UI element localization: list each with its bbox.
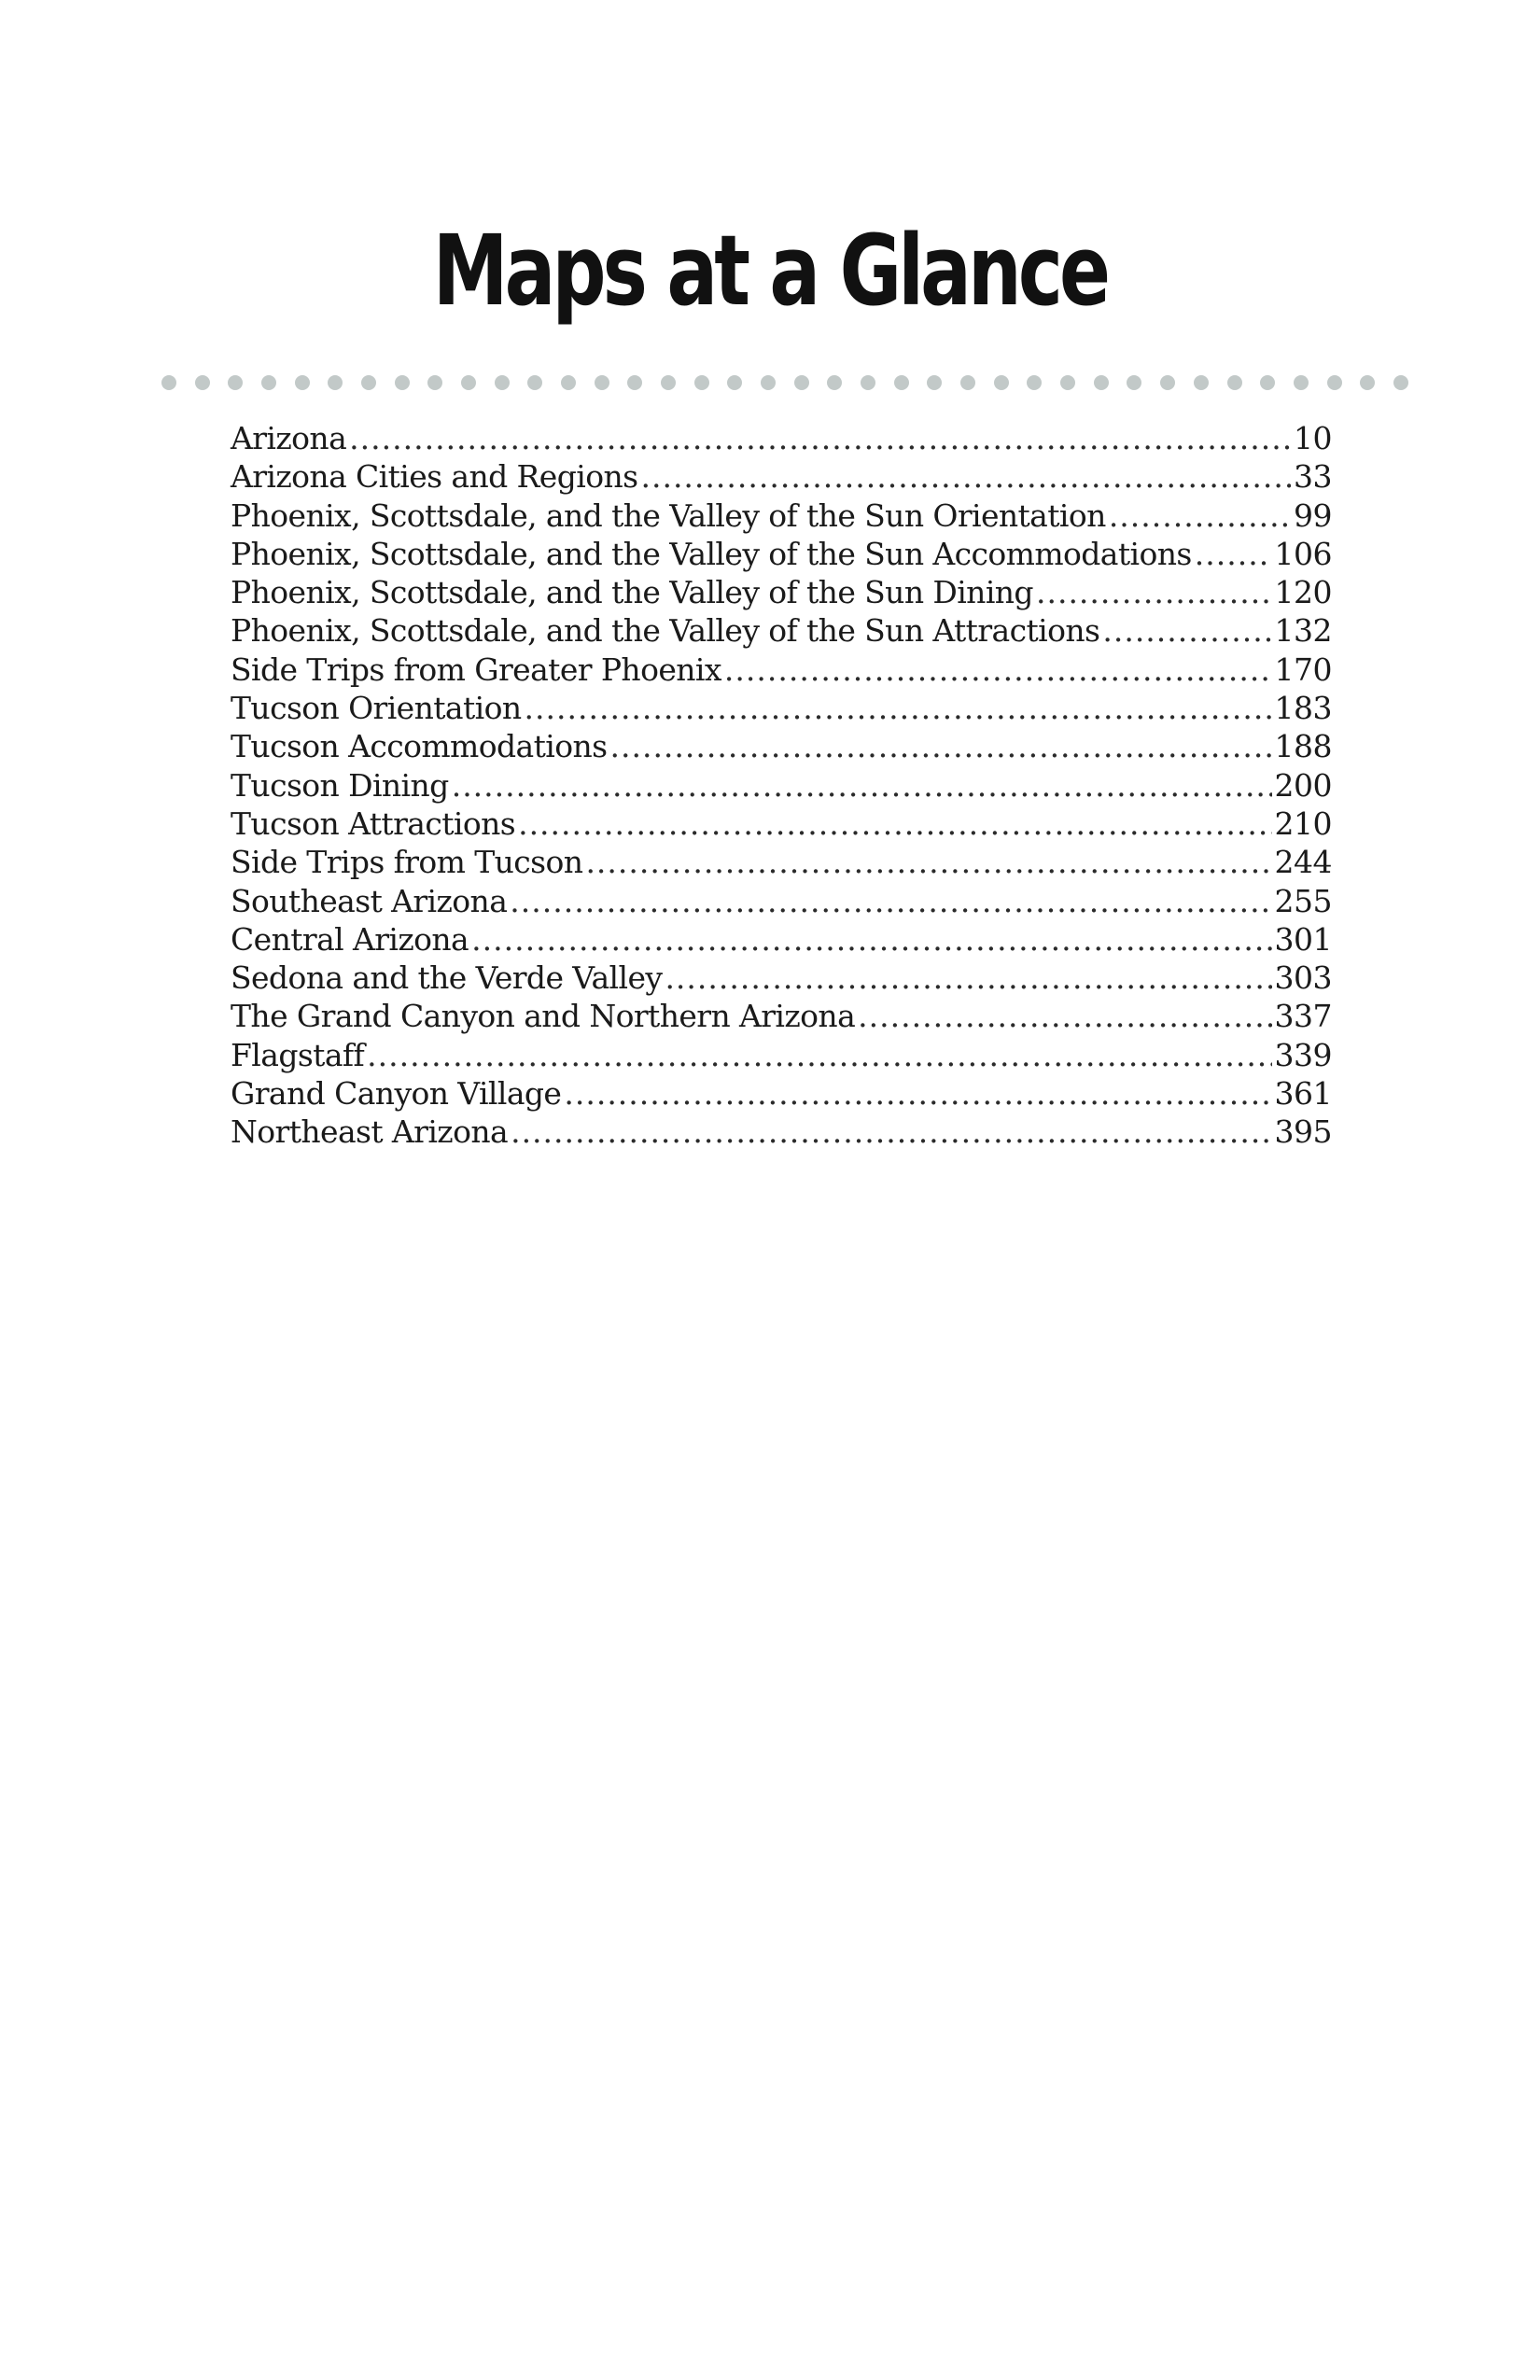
- divider-dot: [328, 375, 343, 390]
- toc-entry-title: Arizona Cities and Regions: [231, 458, 638, 496]
- divider-dot: [1094, 375, 1109, 390]
- toc-entry-page: 303: [1274, 959, 1332, 997]
- toc-entry[interactable]: [231, 611, 1332, 650]
- toc-entry-title: Phoenix, Scottsdale, and the Valley of the Sun Accommodations: [231, 535, 1192, 572]
- divider-dot: [894, 375, 909, 390]
- dotted-divider: [161, 374, 1408, 391]
- toc-entry-page: 132: [1274, 612, 1332, 650]
- toc-entry-page: 244: [1274, 844, 1332, 881]
- divider-dot: [261, 375, 276, 390]
- toc-entry-page: 361: [1274, 1075, 1332, 1113]
- toc-entry-page: 395: [1274, 1113, 1332, 1151]
- divider-dot: [994, 375, 1009, 390]
- divider-dot: [794, 375, 809, 390]
- toc-entry[interactable]: [231, 805, 1332, 843]
- divider-dot: [1027, 375, 1042, 390]
- toc-entry[interactable]: [231, 1074, 1332, 1113]
- toc-entry-page: 33: [1294, 458, 1332, 496]
- divider-dot: [761, 375, 776, 390]
- toc-entry-page: 210: [1274, 805, 1332, 842]
- divider-dot: [1260, 375, 1275, 390]
- toc-entry-page: 10: [1294, 420, 1332, 456]
- toc-entry[interactable]: [231, 727, 1332, 765]
- dot-leader: [452, 766, 1272, 805]
- divider-dot: [1393, 375, 1408, 390]
- toc-entry[interactable]: [231, 997, 1332, 1035]
- divider-dot: [1160, 375, 1175, 390]
- divider-dot: [561, 375, 576, 390]
- divider-dot: [694, 375, 709, 390]
- toc-entry[interactable]: [231, 1036, 1332, 1074]
- divider-dot: [1294, 375, 1309, 390]
- dot-leader: [1102, 611, 1271, 650]
- dot-leader: [518, 805, 1271, 843]
- toc-entry-title: Phoenix, Scottsdale, and the Valley of the Sun Attractions: [231, 612, 1100, 650]
- toc-entry-title: Arizona: [231, 420, 347, 456]
- dot-leader: [1036, 573, 1272, 611]
- divider-dot: [827, 375, 842, 390]
- toc-entry-page: 170: [1274, 651, 1332, 688]
- divider-dot: [527, 375, 542, 390]
- divider-dot: [727, 375, 742, 390]
- divider-dot: [661, 375, 676, 390]
- toc-entry-page: 337: [1274, 998, 1332, 1035]
- toc-entry-page: 301: [1274, 920, 1332, 958]
- toc-entry-page: 183: [1274, 690, 1332, 727]
- toc-entry[interactable]: [231, 497, 1332, 535]
- page-title: Maps at a Glance: [432, 214, 1108, 328]
- divider-dot: [361, 375, 376, 390]
- toc-entry-title: Phoenix, Scottsdale, and the Valley of the Sun Orientation: [231, 497, 1106, 534]
- dot-leader: [525, 689, 1272, 727]
- divider-dot: [195, 375, 210, 390]
- divider-dot: [960, 375, 975, 390]
- divider-dot: [861, 375, 875, 390]
- divider-dot: [427, 375, 442, 390]
- dot-leader: [510, 882, 1271, 920]
- toc-entry-title: Grand Canyon Village: [231, 1075, 562, 1113]
- toc-entry[interactable]: [231, 457, 1332, 496]
- divider-dot: [1227, 375, 1242, 390]
- toc-entry-page: 106: [1274, 535, 1332, 572]
- dot-leader: [349, 419, 1291, 457]
- toc-entry-page: 120: [1274, 574, 1332, 611]
- dot-leader: [511, 1113, 1271, 1151]
- toc-entry-title: Phoenix, Scottsdale, and the Valley of the Sun Dining: [231, 574, 1033, 611]
- toc-entry[interactable]: [231, 766, 1332, 805]
- dot-leader: [585, 843, 1271, 881]
- divider-dot: [1327, 375, 1342, 390]
- toc-entry[interactable]: [231, 920, 1332, 959]
- divider-dot: [1360, 375, 1375, 390]
- divider-dot: [461, 375, 476, 390]
- toc-entry[interactable]: [231, 573, 1332, 611]
- dot-leader: [665, 959, 1271, 997]
- divider-dot: [495, 375, 510, 390]
- toc-entry-title: Southeast Arizona: [231, 882, 508, 919]
- dot-leader: [471, 920, 1271, 959]
- toc-entry-page: 200: [1274, 766, 1332, 804]
- toc-entry-page: 99: [1294, 497, 1332, 534]
- toc-entry[interactable]: [231, 535, 1332, 573]
- toc-entry-title: Tucson Accommodations: [231, 728, 608, 765]
- divider-dot: [627, 375, 642, 390]
- toc-entry-title: Northeast Arizona: [231, 1113, 509, 1151]
- toc-entry-title: Central Arizona: [231, 920, 469, 958]
- toc-entry[interactable]: [231, 419, 1332, 457]
- dot-leader: [367, 1036, 1271, 1074]
- toc-entry-page: 188: [1274, 728, 1332, 765]
- toc-entry-page: 339: [1274, 1036, 1332, 1073]
- toc-entry-title: Side Trips from Greater Phoenix: [231, 651, 721, 688]
- toc-entry-title: Tucson Orientation: [231, 690, 522, 727]
- divider-dot: [395, 375, 410, 390]
- dot-leader: [724, 651, 1272, 689]
- divider-dot: [595, 375, 609, 390]
- divider-dot: [295, 375, 310, 390]
- dot-leader: [564, 1074, 1271, 1113]
- toc-entry-title: The Grand Canyon and Northern Arizona: [231, 998, 856, 1035]
- toc-entry-title: Sedona and the Verde Valley: [231, 959, 663, 997]
- toc-entry-title: Tucson Dining: [231, 766, 449, 804]
- toc-entry-title: Flagstaff: [231, 1036, 365, 1073]
- dot-leader: [640, 457, 1291, 496]
- toc-entry[interactable]: [231, 1113, 1332, 1151]
- toc-entry[interactable]: [231, 689, 1332, 727]
- toc-entry-page: 255: [1274, 882, 1332, 919]
- toc-entry-title: Side Trips from Tucson: [231, 844, 583, 881]
- dot-leader: [1195, 535, 1272, 573]
- divider-dot: [927, 375, 942, 390]
- dot-leader: [609, 727, 1271, 765]
- divider-dot: [1194, 375, 1209, 390]
- toc-entry[interactable]: [231, 651, 1332, 689]
- divider-dot: [228, 375, 243, 390]
- toc-entry-title: Tucson Attractions: [231, 805, 516, 842]
- divider-dot: [1127, 375, 1141, 390]
- toc-entry[interactable]: [231, 959, 1332, 997]
- dot-leader: [858, 997, 1271, 1035]
- maps-list: [231, 419, 1332, 1152]
- toc-entry[interactable]: [231, 882, 1332, 920]
- divider-dot: [161, 375, 176, 390]
- divider-dot: [1060, 375, 1075, 390]
- toc-entry[interactable]: [231, 843, 1332, 881]
- dot-leader: [1109, 497, 1291, 535]
